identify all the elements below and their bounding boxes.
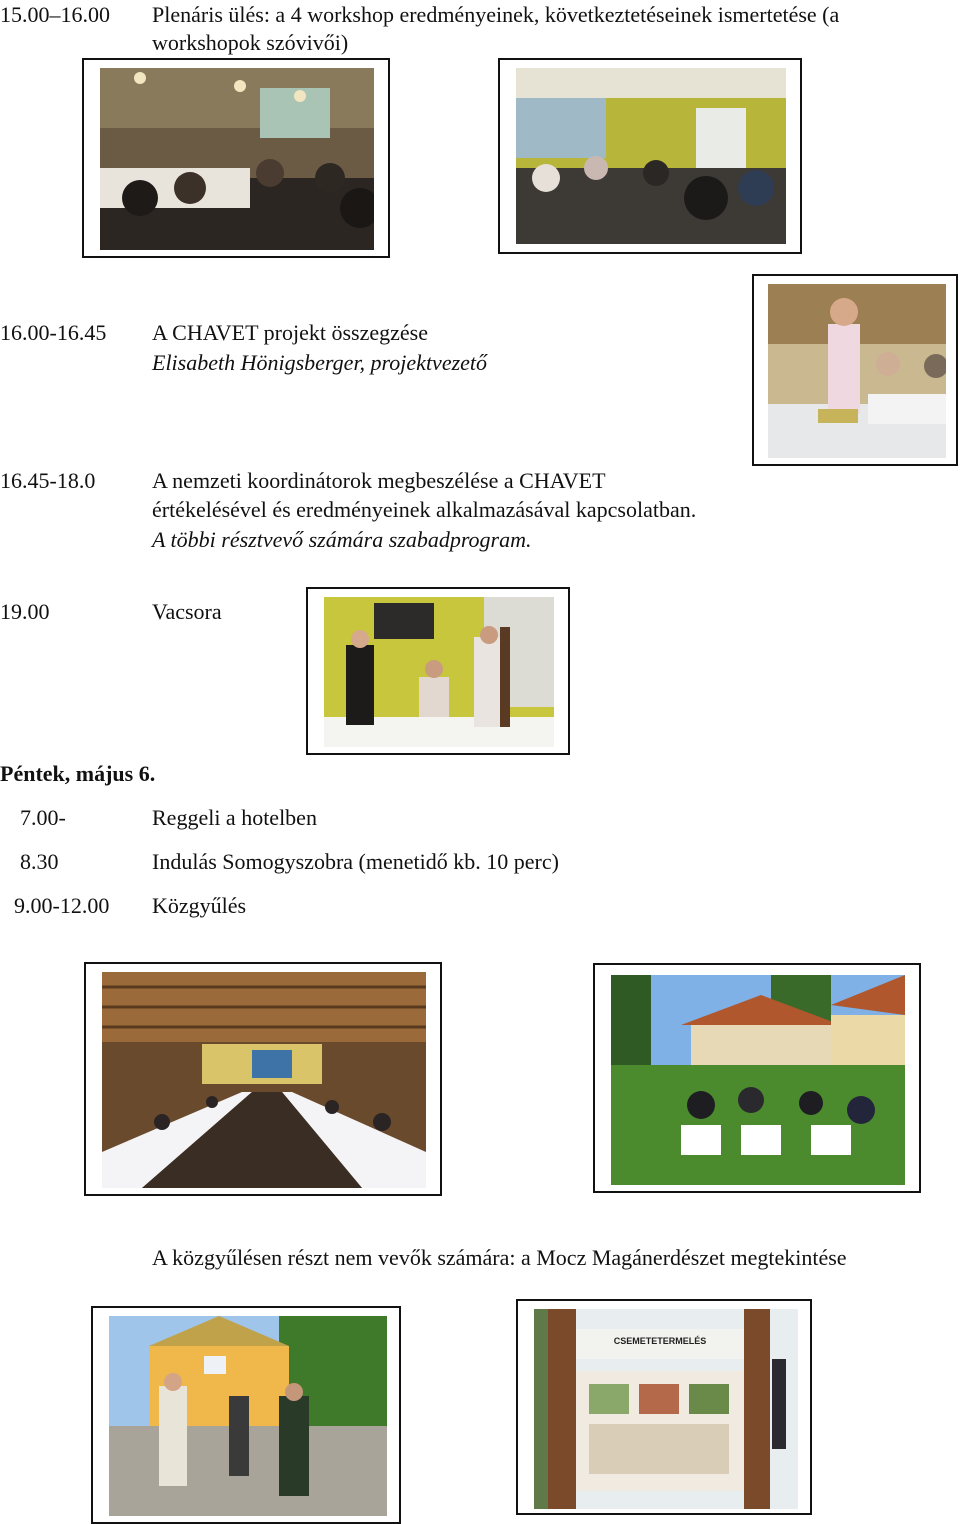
- item-3-line-2: értékelésével és eredményeinek alkalmazásával kapcsolatban.: [152, 497, 697, 522]
- friday-item-2: Indulás Somogyszobra (menetidő kb. 10 perc): [152, 849, 559, 874]
- friday-time-2: 8.30: [20, 849, 59, 874]
- item-4-line-1: Vacsora: [152, 599, 222, 624]
- time-1: 15.00–16.00: [0, 2, 110, 27]
- friday-note: A közgyűlésen részt nem vevők számára: a Mocz Magánerdészet megtekintése: [152, 1245, 847, 1270]
- photo-forestry-house: [91, 1306, 401, 1524]
- photo-workshop-room-1: [82, 58, 390, 258]
- friday-item-1: Reggeli a hotelben: [152, 805, 317, 830]
- time-4: 19.00: [0, 599, 50, 624]
- item-3-note: A többi résztvevő számára szabadprogram.: [152, 527, 532, 552]
- time-3: 16.45-18.0: [0, 468, 96, 493]
- photo-assembly-hall: [84, 962, 442, 1196]
- item-2-speaker: Elisabeth Hönigsberger, projektvezető: [152, 350, 488, 375]
- photo-workshop-room-2: [498, 58, 802, 254]
- item-1-line-1: Plenáris ülés: a 4 workshop eredményeinek, következtetéseinek ismertetése (a: [152, 2, 840, 27]
- friday-item-3: Közgyűlés: [152, 893, 247, 918]
- sign-board-title: CSEMETETERMELÉS: [613, 1336, 707, 1346]
- friday-time-3: 9.00-12.00: [14, 893, 110, 918]
- item-1-line-2: workshopok szóvivői): [152, 30, 349, 55]
- time-2: 16.00-16.45: [0, 320, 107, 345]
- photo-speaker: [752, 274, 958, 466]
- friday-time-1: 7.00-: [20, 805, 66, 830]
- item-3-line-1: A nemzeti koordinátorok megbeszélése a CHAVET: [152, 468, 606, 493]
- friday-heading: Péntek, május 6.: [0, 761, 156, 786]
- item-2-line-1: A CHAVET projekt összegzése: [152, 320, 428, 345]
- photo-forestry-board: [516, 1299, 812, 1515]
- photo-dinner-musicians: [306, 587, 570, 755]
- photo-garden-meeting: [593, 963, 921, 1193]
